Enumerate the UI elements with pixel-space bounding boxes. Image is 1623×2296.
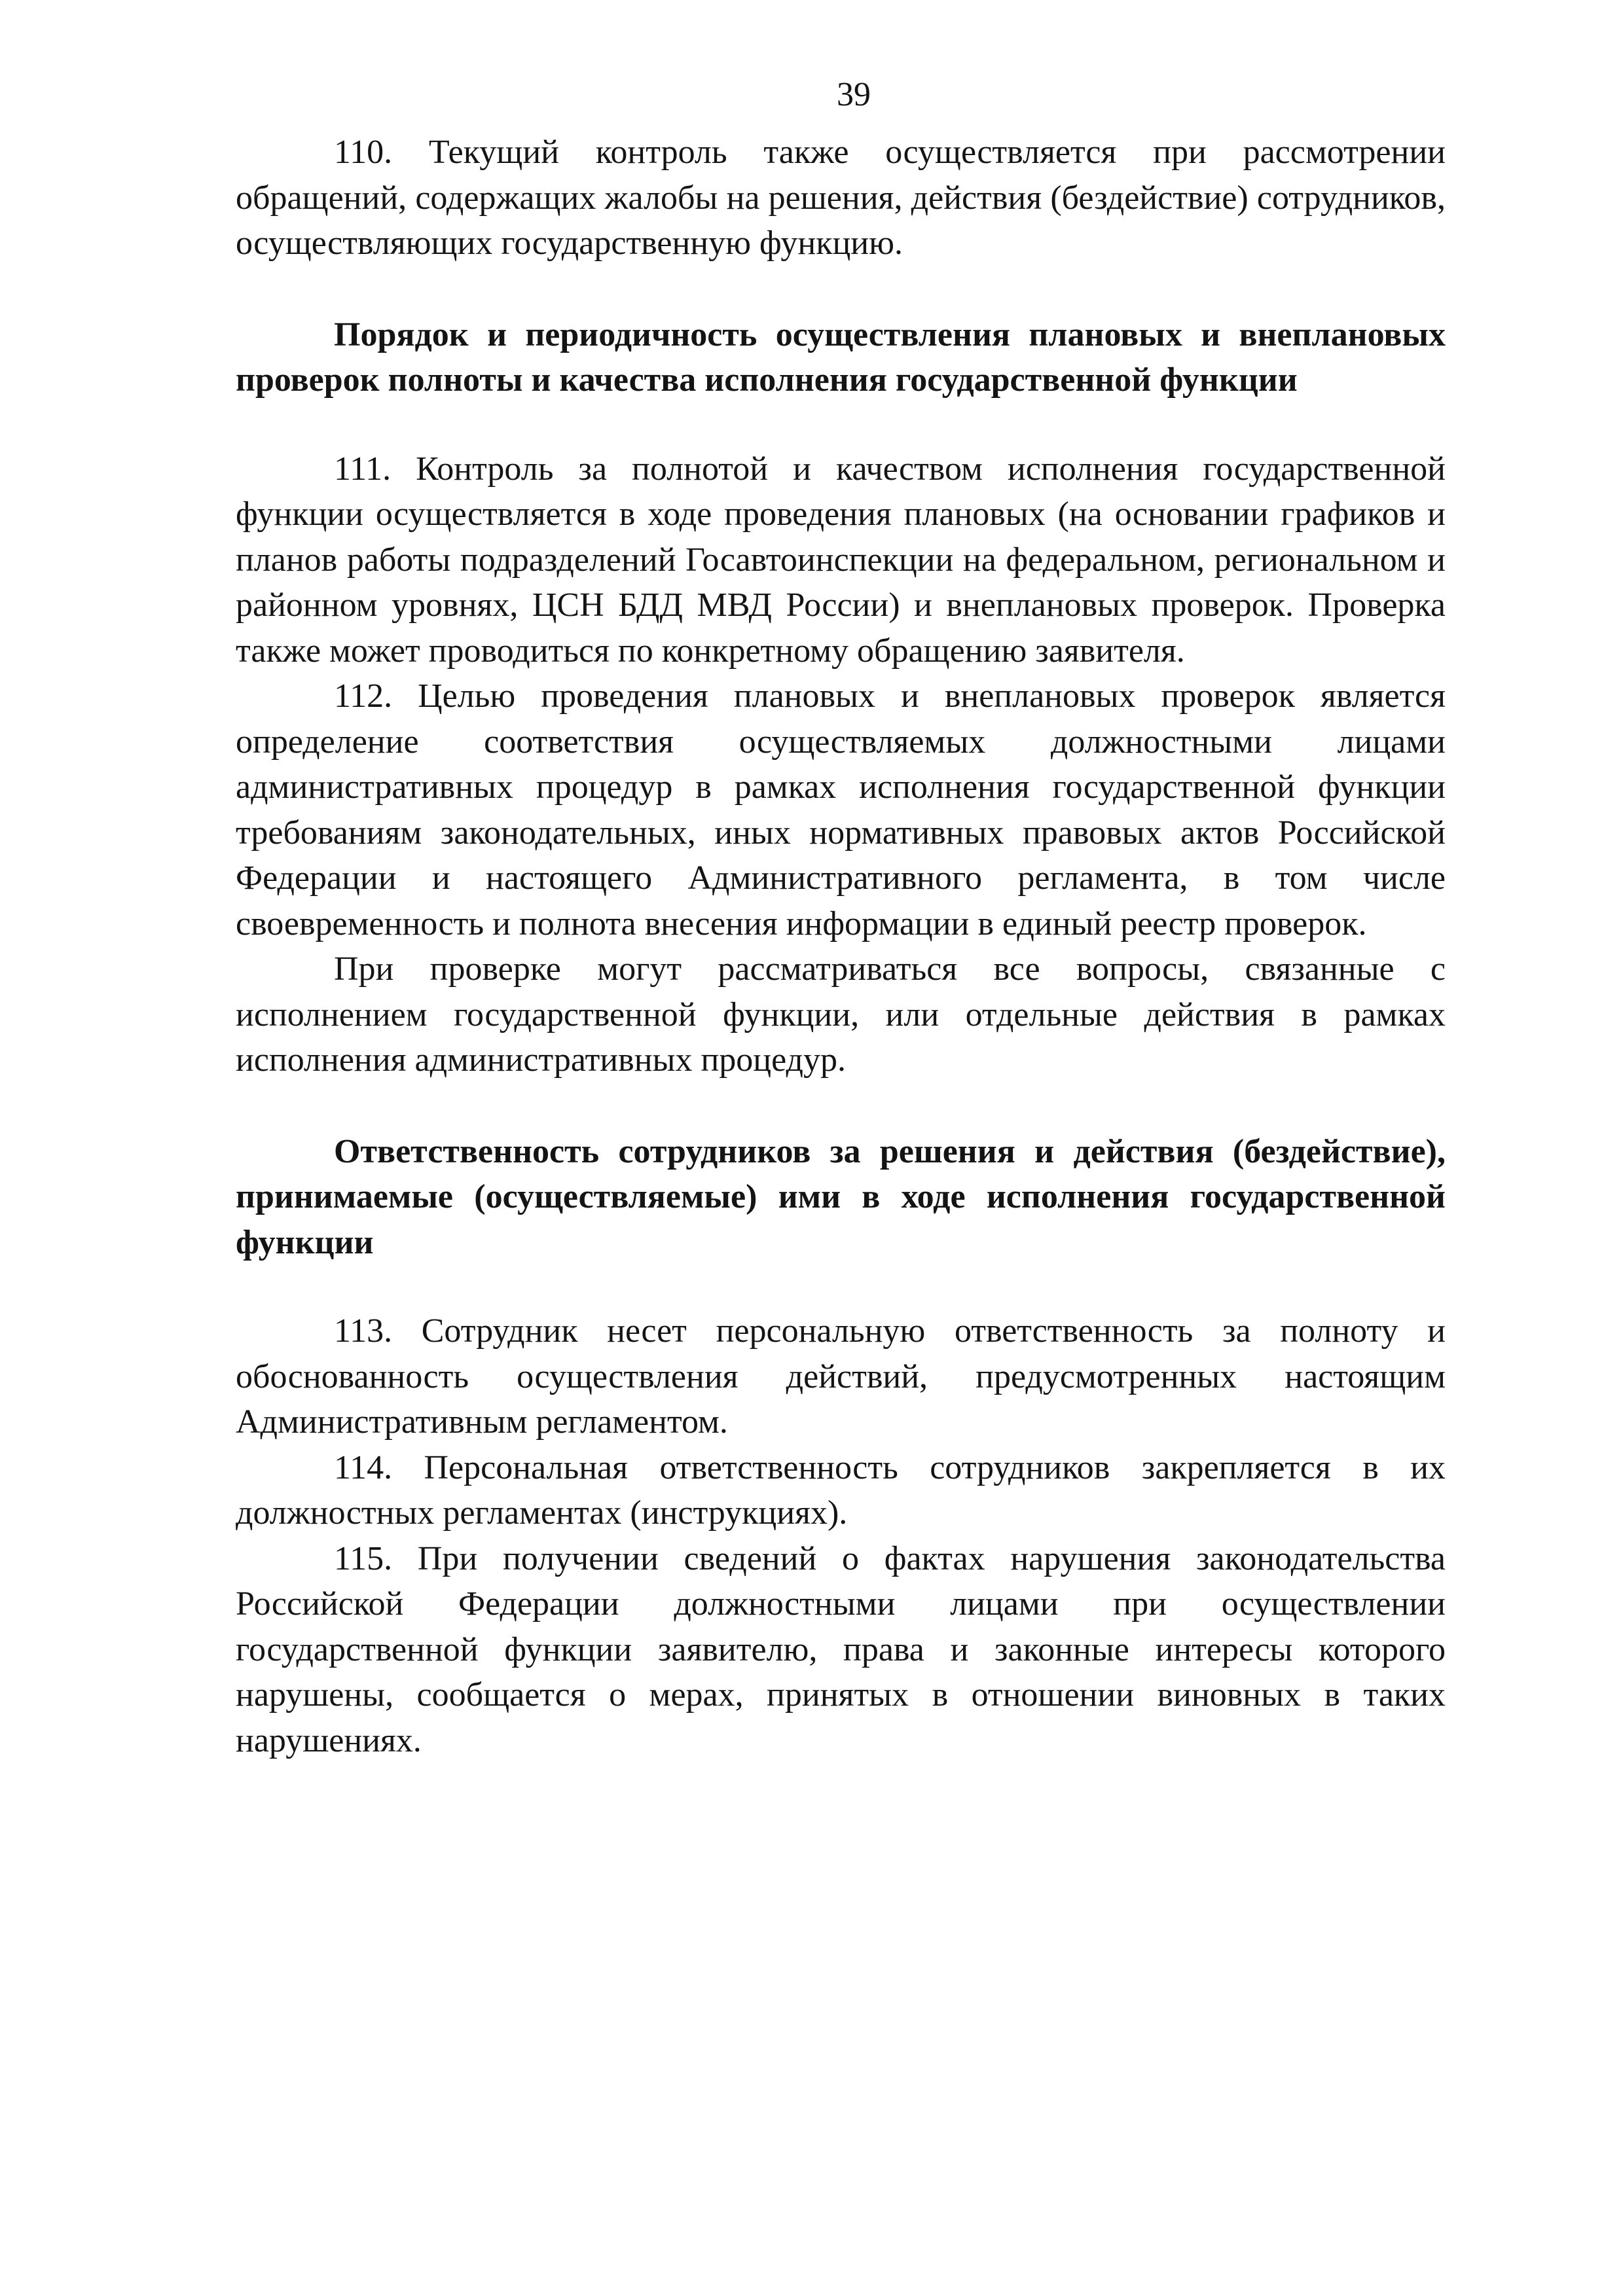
- paragraph-112: 112. Целью проведения плановых и внеплановых проверок является определение соответствия осуществляемых должностными лицами административных процедур в рамках исполнения государственной функции требованиям законодательных, иных нормативных правовых актов Российской Федерации и настоящего Административного регламента, в том числе своевременность и полнота внесения информации в единый реестр проверок.: [236, 677, 1446, 942]
- paragraph-110: 110. Текущий контроль также осуществляется при рассмотрении обращений, содержащих жалобы на решения, действия (бездействие) сотрудников, осуществляющих государственную функцию.: [236, 134, 1446, 262]
- page-number: 39: [837, 76, 871, 113]
- paragraph-113: 113. Сотрудник несет персональную ответственность за полноту и обоснованность осуществления действий, предусмотренных настоящим Административным регламентом.: [236, 1312, 1446, 1441]
- spacer: [236, 1265, 1446, 1308]
- spacer: [236, 403, 1446, 446]
- spacer: [236, 266, 1446, 312]
- paragraph-115: 115. При получении сведений о фактах нарушения законодательства Российской Федерации должностными лицами при осуществлении государственной функции заявителю, права и законные интересы которого нарушены, сообщается о мерах, принятых в отношении виновных в таких нарушениях.: [236, 1539, 1446, 1759]
- paragraph-111: 111. Контроль за полнотой и качеством исполнения государственной функции осуществляется в ходе проведения плановых (на основании графиков и планов работы подразделений Госавтоинспекции на федеральном, региональном и районном уровнях, ЦСН БДД МВД России) и внеплановых проверок. Проверка также может проводиться по конкретному обращению заявителя.: [236, 450, 1446, 670]
- section-heading-responsibility: Ответственность сотрудников за решения и действия (бездействие), принимаемые (осуществляемые) ими в ходе исполнения государственной функции: [236, 1132, 1446, 1261]
- document-page: [236, 72, 1446, 1763]
- section-heading-inspections: Порядок и периодичность осуществления плановых и внеплановых проверок полноты и качества исполнения государственной функции: [236, 315, 1446, 399]
- paragraph-114: 114. Персональная ответственность сотрудников закрепляется в их должностных регламентах (инструкциях).: [236, 1448, 1446, 1532]
- paragraph-112-continued: При проверке могут рассматриваться все вопросы, связанные с исполнением государственной функции, или отдельные действия в рамках исполнения административных процедур.: [236, 950, 1446, 1079]
- spacer: [236, 1083, 1446, 1129]
